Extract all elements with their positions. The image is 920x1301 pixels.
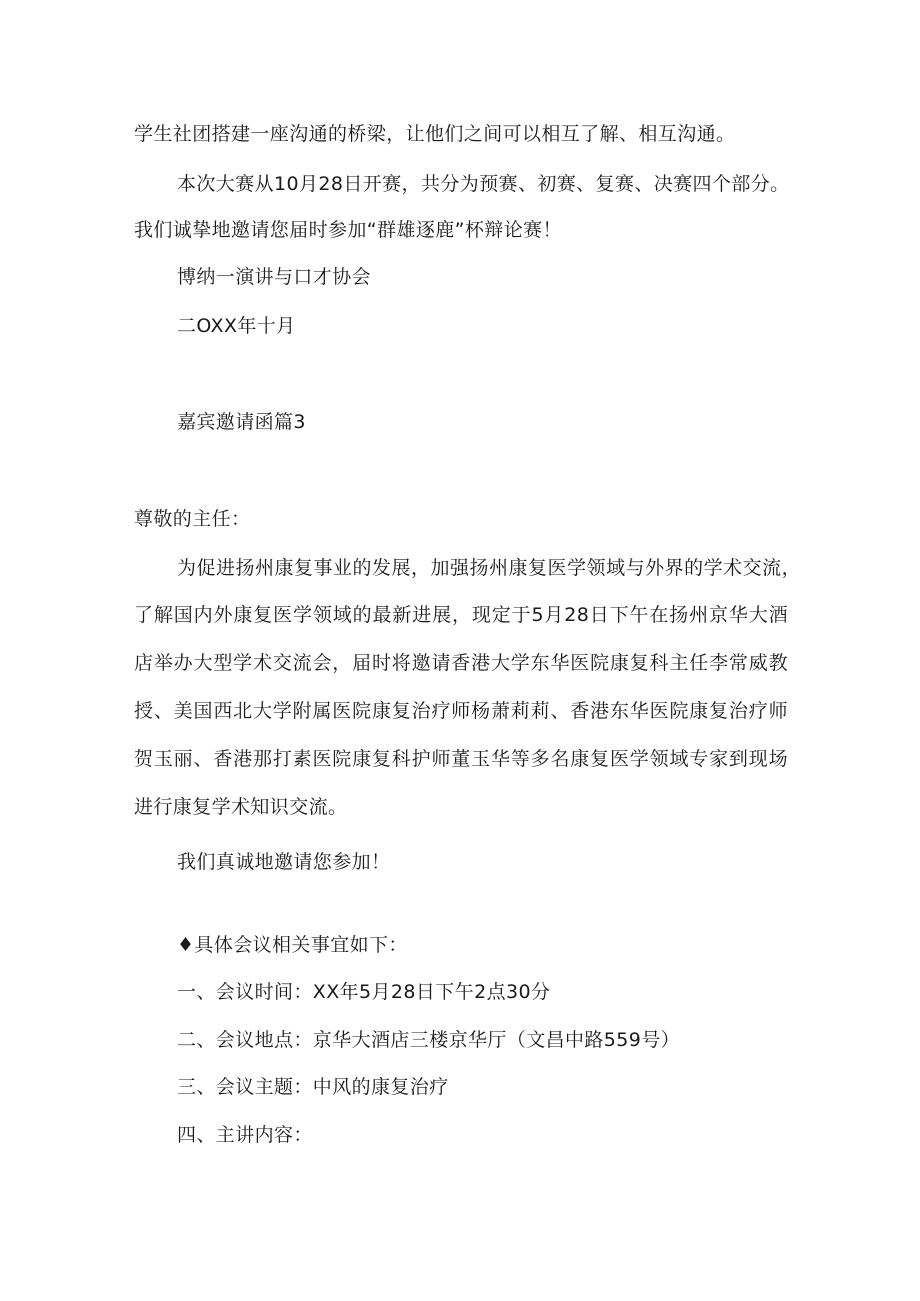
paragraph-line: 学生社团搭建一座沟通的桥梁，让他们之间可以相互了解、相互沟通。 (134, 123, 736, 145)
details-heading: ♦具体会议相关事宜如下： (177, 934, 408, 956)
section-heading: 嘉宾邀请函篇3 (177, 411, 306, 433)
paragraph-line: 我们诚挚地邀请您届时参加“群雄逐鹿”杯辩论赛！ (134, 219, 562, 241)
paragraph-line: 授、美国西北大学附属医院康复治疗师杨萧莉莉、香港东华医院康复治疗师 (134, 700, 788, 722)
salutation: 尊敬的主任： (134, 508, 251, 530)
invitation-line: 我们真诚地邀请您参加！ (177, 851, 391, 873)
meeting-location: 二、会议地点：京华大酒店三楼京华厅（文昌中路559号） (177, 1029, 681, 1051)
paragraph-line: 本次大赛从10月28日开赛，共分为预赛、初赛、复赛、决赛四个部分。 (177, 173, 790, 195)
paragraph-line: 了解国内外康复医学领域的最新进展，现定于5月28日下午在扬州京华大酒 (134, 604, 788, 626)
paragraph-line: 为促进扬州康复事业的发展，加强扬州康复医学领域与外界的学术交流， (177, 557, 801, 579)
meeting-topic: 三、会议主题：中风的康复治疗 (177, 1076, 449, 1098)
signature-date: 二OXX年十月 (177, 315, 296, 337)
organizer-signature: 博纳一演讲与口才协会 (177, 266, 372, 288)
meeting-time: 一、会议时间：XX年5月28日下午2点30分 (177, 981, 551, 1003)
paragraph-line: 店举办大型学术交流会，届时将邀请香港大学东华医院康复科主任李常威教 (134, 652, 788, 674)
lecture-content: 四、主讲内容： (177, 1124, 313, 1146)
paragraph-line: 进行康复学术知识交流。 (134, 796, 348, 818)
paragraph-line: 贺玉丽、香港那打素医院康复科护师董玉华等多名康复医学领域专家到现场 (134, 748, 788, 770)
